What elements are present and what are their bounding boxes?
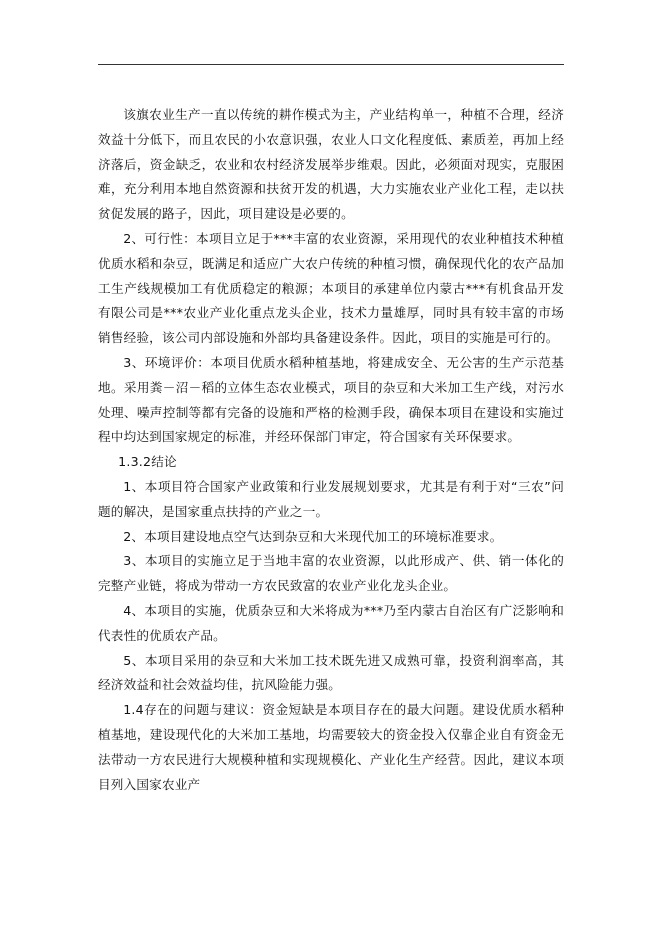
paragraph-necessity-conclusion: 该旗农业生产一直以传统的耕作模式为主，产业结构单一，种植不合理，经济效益十分低下，而且农民的小农意识强，农业人口文化程度低、素质差，再加上经济落后，资金缺乏，农业和农村经济发展举步维艰。因此，必须面对现实，克服困难，充分利用本地自然资源和扶贫开发的机遇，大力实施农业产业化工程，走以扶贫促发展的路子，因此，项目建设是必要的。	[98, 107, 564, 222]
paragraph-environment-assessment: 3、环境评价：本项目优质水稻种植基地，将建成安全、无公害的生产示范基地。采用粪－沼－稻的立体生态农业模式，项目的杂豆和大米加工生产线，对污水处理、噪声控制等都有完备的设施和严格的检测手段，确保本项目在建设和实施过程中均达到国家规定的标准，并经环保部门审定，符合国家有关环保要求。	[98, 354, 564, 445]
section-heading-conclusion: 1.3.2结论	[118, 454, 177, 470]
conclusion-item-4: 4、本项目的实施，优质杂豆和大米将成为***乃至内蒙古自治区有广泛影响和代表性的优质农产品。	[98, 602, 564, 643]
paragraph-feasibility: 2、可行性：本项目立足于***丰富的农业资源，采用现代的农业种植技术种植优质水稻和杂豆，既满足和适应广大农户传统的种植习惯，确保现代化的农产品加工生产线规模加工有优质稳定的粮源；本项目的承建单位内蒙古***有机食品开发有限公司是***农业产业化重点龙头企业，技术力量雄厚，同时具有较丰富的市场销售经验，该公司内部设施和外部均具备建设条件。因此，项目的实施是可行的。	[98, 230, 564, 346]
conclusion-item-1: 1、本项目符合国家产业政策和行业发展规划要求，尤其是有利于对“三农”问题的解决，是国家重点扶持的产业之一。	[98, 478, 564, 519]
conclusion-item-2: 2、本项目建设地点空气达到杂豆和大米现代加工的环境标准要求。	[123, 528, 503, 544]
header-rule	[98, 64, 564, 65]
document-body	[98, 103, 564, 797]
conclusion-item-5: 5、本项目采用的杂豆和大米加工技术既先进又成熟可靠，投资利润率高，其经济效益和社会效益均佳，抗风险能力强。	[98, 652, 564, 693]
conclusion-item-3: 3、本项目的实施立足于当地丰富的农业资源，以此形成产、供、销一体化的完整产业链，将成为带动一方农民致富的农业产业化龙头企业。	[98, 553, 564, 594]
paragraph-problems-suggestions: 1.4存在的问题与建议：资金短缺是本项目存在的最大问题。建设优质水稻种植基地，建设现代化的大米加工基地，均需要较大的资金投入仅靠企业自有资金无法带动一方农民进行大规模种植和实现规模化、产业化生产经营。因此，建议本项目列入国家农业产	[98, 702, 564, 792]
